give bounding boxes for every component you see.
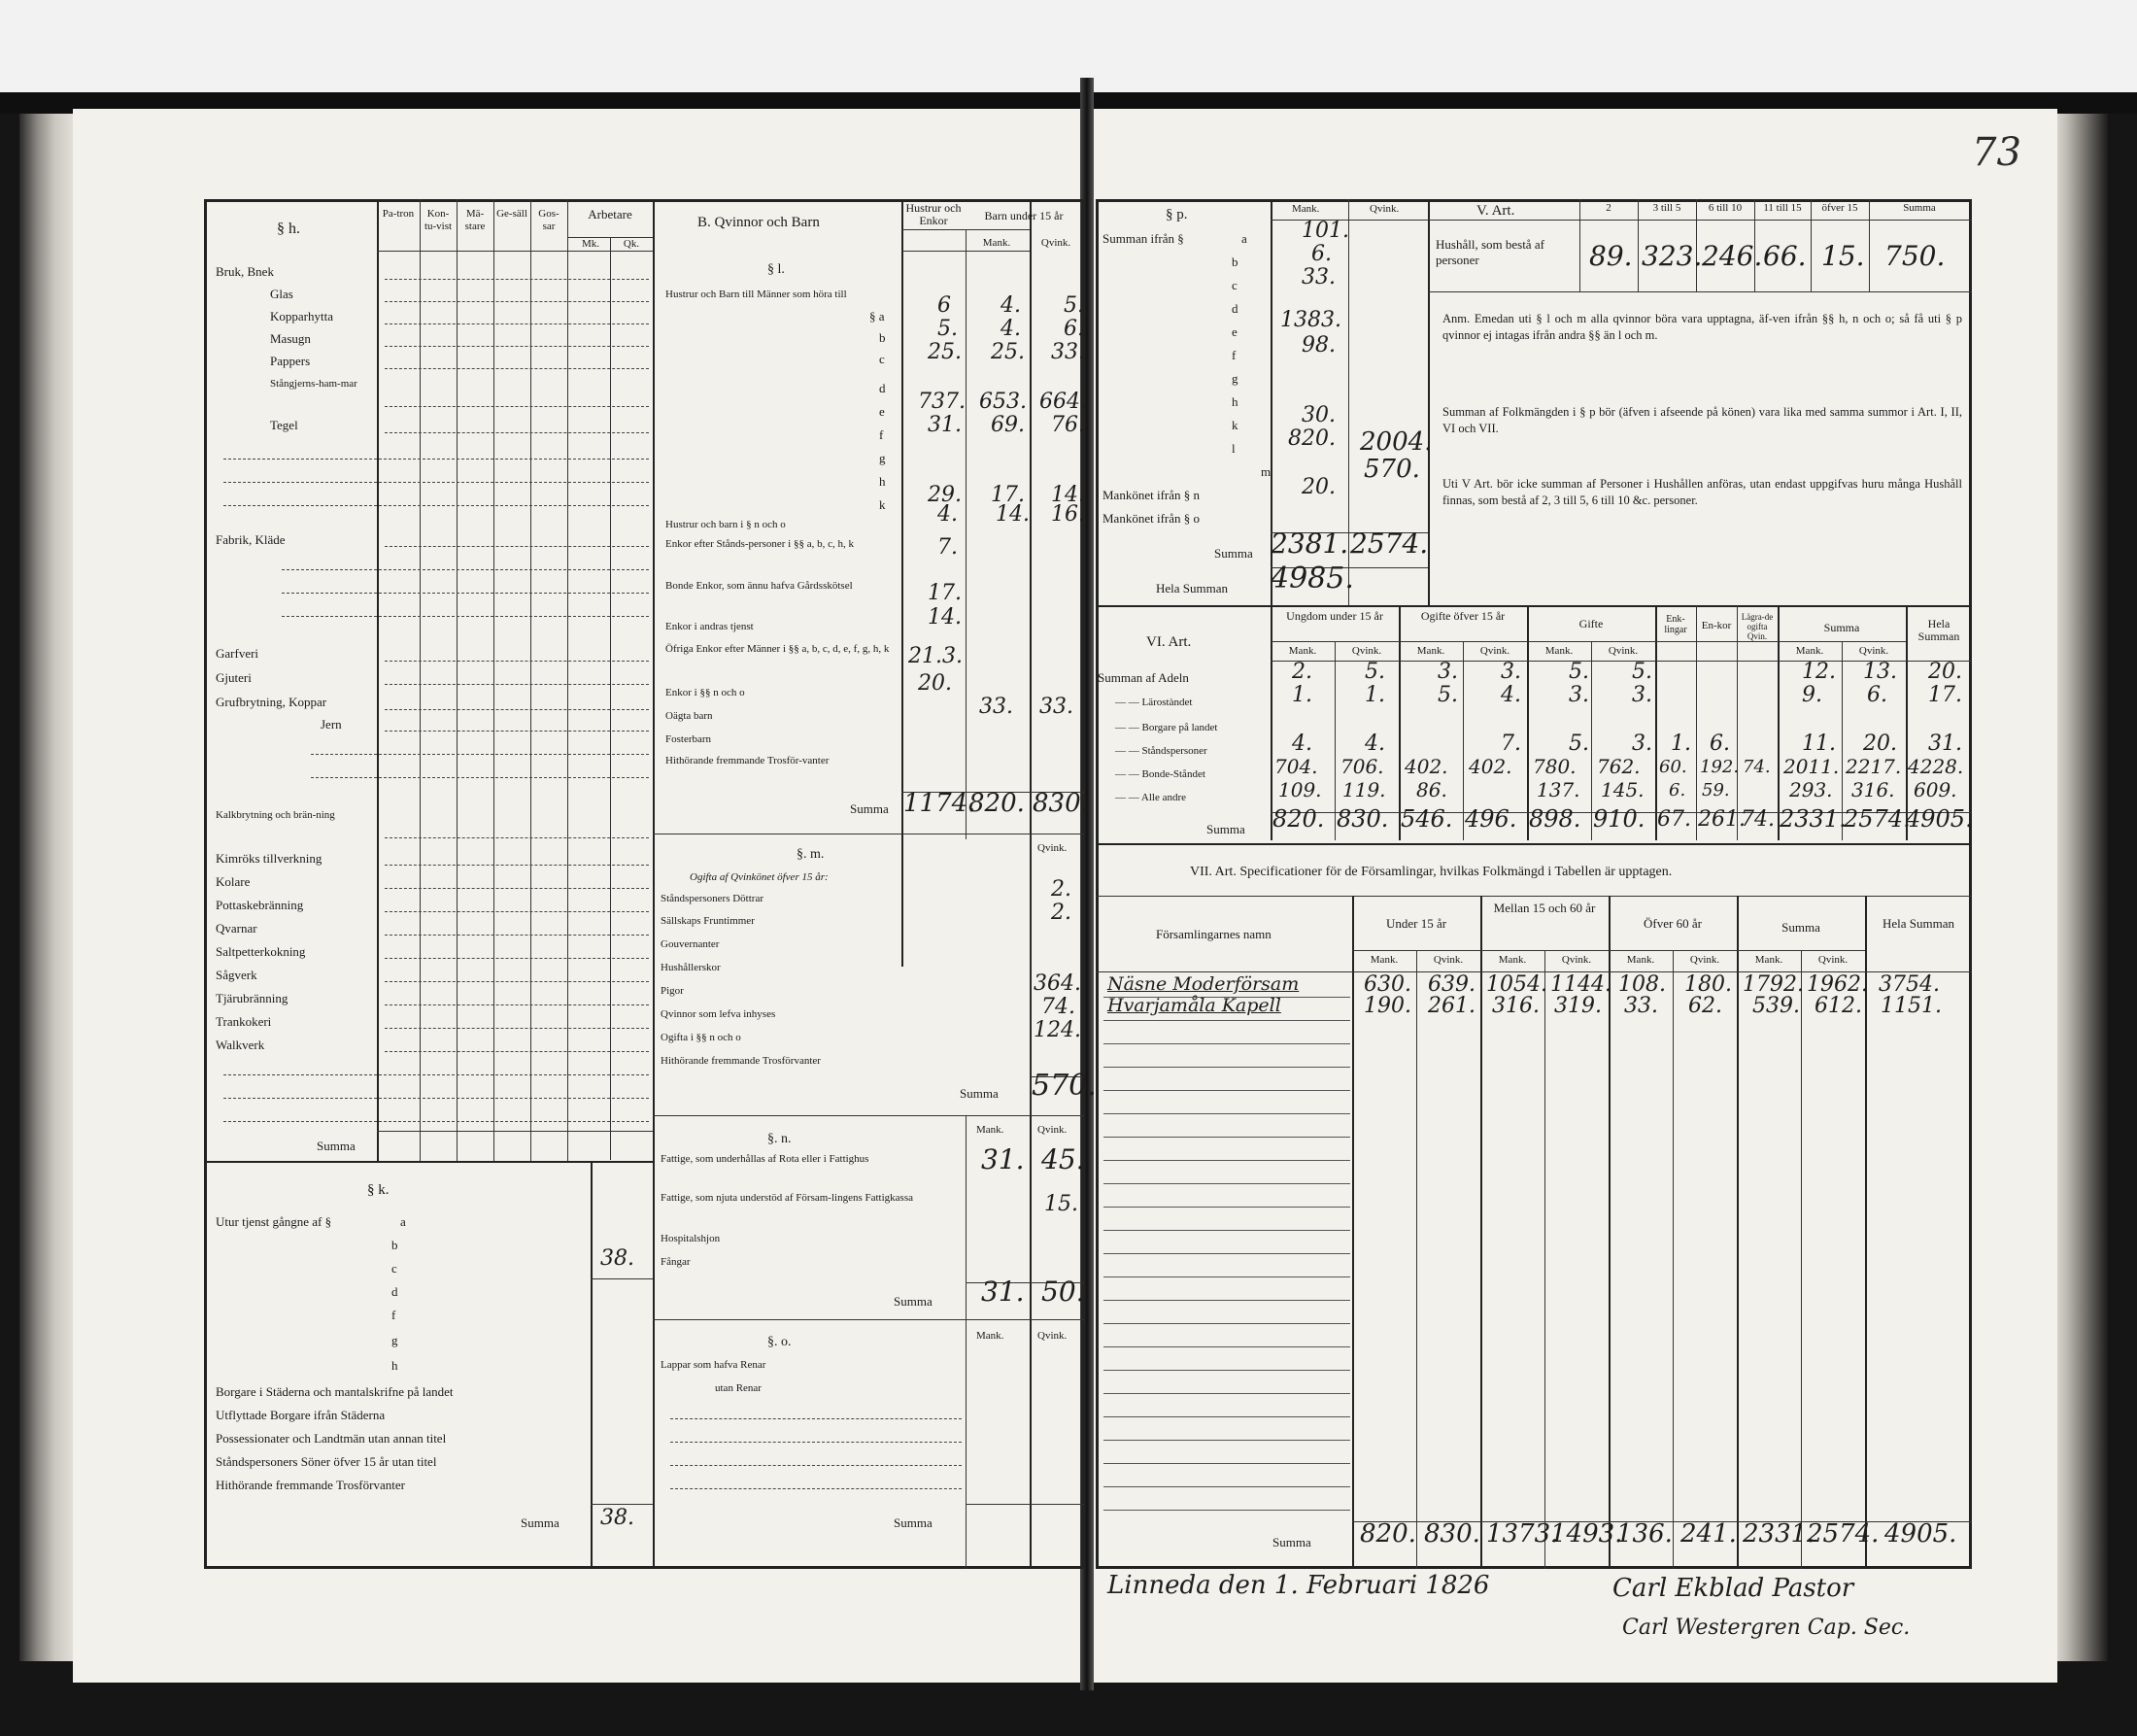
sec-o-divider: [653, 1319, 1084, 1320]
art7-summa: Summa: [1272, 1535, 1311, 1549]
sec-n-row-0: Fattige, som underhållas af Rota eller i Fattighus: [661, 1153, 869, 1165]
sec-l-hustrur-label: Hustrur och Barn till Männer som höra till: [665, 289, 847, 300]
signature-pastor: Carl Ekblad Pastor: [1612, 1574, 1854, 1603]
sec-l-rows2-1: Enkor efter Stånds-personer i §§ a, b, c, h, k: [665, 538, 854, 550]
art7-title: VII. Art. Specificationer för de Församlingar, hvilkas Folkmängd i Tabellen är upptagen.: [1190, 865, 1673, 879]
sec-m-row-0: Ståndspersoners Döttrar: [661, 893, 764, 904]
sec-m-row-7: Hithörande fremmande Trosförvanter: [661, 1055, 821, 1067]
sec-k-letter-b: b: [391, 1238, 398, 1252]
signature-secondary: Carl Westergren Cap. Sec.: [1622, 1616, 1911, 1640]
sec-h-row-17: Saltpetterkokning: [216, 944, 306, 959]
sec-m-title: §. m.: [797, 847, 825, 862]
sec-l-letter-k: k: [879, 497, 886, 512]
sec-m-subtitle: Ogifta af Qvinkönet öfver 15 år:: [690, 871, 829, 883]
sec-m-row-2: Gouvernanter: [661, 938, 720, 950]
sec-h-row-19: Tjärubränning: [216, 991, 288, 1005]
sec-k-summa-value: 38.: [600, 1506, 634, 1530]
sec-h-row-4: Pappers: [270, 354, 311, 368]
art5-note2: Summan af Folkmängden i § p bör (äfven i afseende på könen) vara lika med samma summor i Art. I, II, VI och VII.: [1442, 405, 1962, 435]
sec-h-summa: Summa: [317, 1139, 356, 1153]
sec-h-sub-mk: Mk.: [581, 238, 600, 250]
sec-h-row-14: Kolare: [216, 874, 251, 889]
sec-k-row-0: Borgare i Städerna och mantalskrifne på landet: [216, 1384, 454, 1399]
page-number: 73: [1972, 130, 2021, 175]
sec-h-row-1: Glas: [270, 287, 293, 301]
art6-title: VI. Art.: [1146, 634, 1192, 650]
sec-l-rows2-4: Öfriga Enkor efter Männer i §§ a, b, c, d, e, f, g, h, k: [665, 643, 890, 655]
sec-o-col-qvink: Qvink.: [1037, 1330, 1068, 1342]
sec-p-hela: Hela Summan: [1156, 581, 1229, 596]
sec-h-row-3: Masugn: [270, 331, 311, 346]
sec-m-col: Qvink.: [1037, 842, 1068, 854]
sec-B-sub-mank: Mank.: [982, 237, 1011, 249]
sec-h-row-13: Kimröks tillverkning: [216, 851, 322, 866]
sec-l-rows2-0: Hustrur och barn i § n och o: [665, 519, 786, 530]
sec-n-divider: [653, 1115, 1084, 1116]
sec-l-letter-g: g: [879, 451, 886, 465]
book-spine-left: [19, 107, 78, 1661]
sec-B-sub-qvink: Qvink.: [1040, 237, 1071, 249]
sec-n-title: §. n.: [767, 1132, 792, 1146]
sec-k-row-3: Ståndspersoners Söner öfver 15 år utan titel: [216, 1454, 437, 1469]
sec-k-letter-h: h: [391, 1358, 398, 1373]
sec-l-letter-a: § a: [869, 309, 885, 323]
sec-B-title: B. Qvinnor och Barn: [697, 215, 820, 230]
sec-m-summa-value: 570.: [1032, 1069, 1097, 1103]
sec-p-hela-value: 4985.: [1271, 562, 1354, 596]
sec-B-col-hustrur: Hustrur och Enkor: [905, 201, 962, 227]
sec-h-title: § h.: [277, 221, 300, 237]
sec-h-col-arbetare: Arbetare: [588, 207, 632, 221]
sec-k-row-label: Utur tjenst gångne af §: [216, 1214, 332, 1229]
sec-m-row-3: Hushållerskor: [661, 962, 721, 973]
sec-n-row-1: Fattige, som njuta understöd af Försam-lingens Fattigkassa: [661, 1192, 913, 1204]
sec-h-row-10: Grufbrytning, Koppar: [216, 695, 327, 709]
sec-k-title: § k.: [367, 1182, 390, 1198]
art7-col-name: Församlingarnes namn: [1156, 927, 1272, 941]
sec-l-label: § l.: [767, 262, 785, 277]
sec-h-row-21: Walkverk: [216, 1038, 265, 1052]
sec-h-row-18: Sågverk: [216, 968, 257, 982]
art5-label: Hushåll, som bestå af personer: [1436, 237, 1544, 267]
sec-h-row-5: Stångjerns-ham-mar: [270, 378, 357, 390]
sec-h-col-mastare: Mä-stare: [464, 208, 486, 232]
sec-k-letter-f: f: [391, 1308, 396, 1322]
sec-o-col-mank: Mank.: [976, 1330, 1004, 1342]
book-spine-right: [2050, 107, 2108, 1661]
art5-note1: Anm. Emedan uti § l och m alla qvinnor böra vara upptagna, äf-ven ifrån §§ h, n och o; så få uti § p qvinnor ej intagas ifrån andra §§ än l och m.: [1442, 312, 1962, 342]
sec-k-letter-c: c: [391, 1261, 397, 1276]
sec-n-col-mank: Mank.: [976, 1124, 1004, 1136]
sec-m-row-1: Sällskaps Fruntimmer: [661, 915, 755, 927]
sec-k-summa: Summa: [521, 1515, 560, 1530]
sec-p-col-qvink: Qvink.: [1370, 203, 1400, 215]
sec-k-divider: [204, 1161, 653, 1163]
sec-h-row-16: Qvarnar: [216, 921, 257, 936]
sec-l-letter-h: h: [879, 474, 886, 489]
sec-p-n-value: 20.: [1302, 475, 1336, 499]
sec-k-row-4: Hithörande fremmande Trosförvanter: [216, 1478, 405, 1492]
sec-n-summa: Summa: [894, 1294, 933, 1309]
sec-h-sub-qk: Qk.: [623, 238, 640, 250]
sec-h-col-gesall: Ge-säll: [496, 208, 527, 220]
sec-l-letter-e: e: [879, 404, 885, 419]
sec-h-row-11: Jern: [321, 717, 342, 732]
sec-l-rows2-2: Bonde Enkor, som ännu hafva Gårdsskötsel: [665, 580, 853, 592]
sec-o-title: §. o.: [767, 1335, 792, 1349]
sec-h-col-kontuvist: Kon-tu-vist: [424, 208, 453, 232]
sec-m-row-5: Qvinnor som lefva inhyses: [661, 1008, 776, 1020]
top-dark-edge: [0, 0, 2137, 107]
sec-h-row-15: Pottaskebränning: [216, 898, 304, 912]
sec-h-row-2: Kopparhytta: [270, 309, 333, 323]
art6-summa: Summa: [1206, 822, 1245, 836]
sec-h-row-20: Trankokeri: [216, 1014, 272, 1029]
sec-k-row-2: Possessionater och Landtmän utan annan titel: [216, 1431, 447, 1446]
sec-k-letter-a: a: [400, 1214, 406, 1229]
sec-p-row-n: Mankönet ifrån § n: [1102, 488, 1201, 502]
sec-m-summa: Summa: [960, 1086, 999, 1101]
sec-l-letter-c: c: [879, 352, 885, 366]
sec-h-col-patron: Pa-tron: [382, 208, 415, 220]
sec-l-letter-b: b: [879, 330, 886, 345]
sec-h-row-7: Fabrik, Kläde: [216, 532, 286, 547]
sec-l-letter-f: f: [879, 427, 884, 442]
sec-m-row-6: Ogifta i §§ n och o: [661, 1032, 741, 1043]
sec-h-row-6: Tegel: [270, 418, 298, 432]
footer-date: Linneda den 1. Februari 1826: [1107, 1571, 1490, 1600]
sec-o-summa: Summa: [894, 1515, 933, 1530]
sec-B-col-barn: Barn under 15 år: [984, 209, 1064, 222]
sec-k-row-1: Utflyttade Borgare ifrån Städerna: [216, 1408, 386, 1422]
sec-B-summa: Summa: [850, 801, 889, 816]
sec-h-col-gossar: Gos-sar: [538, 208, 560, 232]
art5-note3: Uti V Art. bör icke summan af Personer i Hushållen anföras, utan endast uppgifvas huru många Hushåll finnas, som bestå af 2, 3 till 5, 6 till 10 &c. personer.: [1442, 477, 1962, 507]
sec-m-row-4: Pigor: [661, 985, 684, 997]
sec-l-rows2-7: Fosterbarn: [665, 733, 712, 745]
sec-h-row-9: Gjuteri: [216, 670, 252, 685]
sec-o-row-1: utan Renar: [715, 1382, 762, 1394]
sec-h-row-8: Garfveri: [216, 646, 259, 661]
sec-l-rows2-3: Enkor i andras tjenst: [665, 621, 754, 632]
art5-title: V. Art.: [1476, 203, 1515, 219]
sec-o-row-0: Lappar som hafva Renar: [661, 1359, 766, 1371]
sec-p-title: § p.: [1166, 207, 1188, 222]
sec-h-row-12: Kalkbrytning och brän-ning: [216, 809, 335, 821]
sec-n-col-qvink: Qvink.: [1037, 1124, 1068, 1136]
sec-l-rows2-6: Oägta barn: [665, 710, 713, 722]
sec-l-letter-d: d: [879, 381, 886, 395]
sec-p-col-mank: Mank.: [1292, 203, 1320, 215]
sec-k-letter-d: d: [391, 1284, 398, 1299]
sec-p-summa: Summa: [1214, 546, 1253, 561]
sec-k-value-c: 38.: [600, 1246, 634, 1271]
sec-n-row-3: Fångar: [661, 1256, 691, 1268]
sec-p-label: Summan ifrån §: [1102, 231, 1184, 246]
sec-n-row-2: Hospitalshjon: [661, 1233, 721, 1244]
sec-l-rows2-8: Hithörande fremmande Trosför-vanter: [665, 755, 830, 766]
sec-p-row-o: Mankönet ifrån § o: [1102, 511, 1201, 526]
sec-h-row-0: Bruk, Bnek: [216, 264, 274, 279]
sec-k-letter-g: g: [391, 1333, 398, 1347]
sec-l-rows2-5: Enkor i §§ n och o: [665, 687, 745, 698]
